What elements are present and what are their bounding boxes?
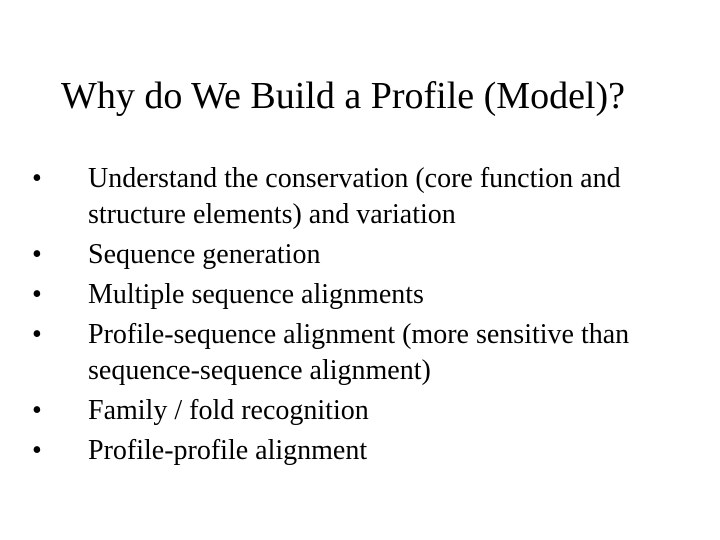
bullet-item	[28, 393, 678, 429]
bullet-text: Multiple sequence alignments	[88, 279, 424, 310]
bullet-icon: •	[32, 163, 42, 194]
bullet-text: Understand the conservation (core function and structure elements) and variation	[88, 163, 621, 230]
slide-title: Why do We Build a Profile (Model)?	[61, 75, 626, 117]
bullet-icon: •	[32, 435, 42, 466]
bullet-text: Profile-sequence alignment (more sensitive than sequence-sequence alignment)	[88, 319, 630, 386]
bullet-icon: •	[32, 279, 42, 310]
bullet-icon: •	[32, 239, 42, 270]
bullet-text: Family / fold recognition	[88, 395, 369, 426]
bullet-item	[28, 277, 678, 313]
bullet-item	[28, 433, 678, 469]
bullet-icon: •	[32, 319, 42, 350]
bullet-icon: •	[32, 395, 42, 426]
bullet-item	[28, 161, 678, 233]
bullet-text: Profile-profile alignment	[88, 435, 368, 466]
bullet-list	[28, 161, 688, 473]
bullet-text: Sequence generation	[88, 239, 321, 270]
bullet-item	[28, 317, 678, 389]
bullet-item	[28, 237, 678, 273]
